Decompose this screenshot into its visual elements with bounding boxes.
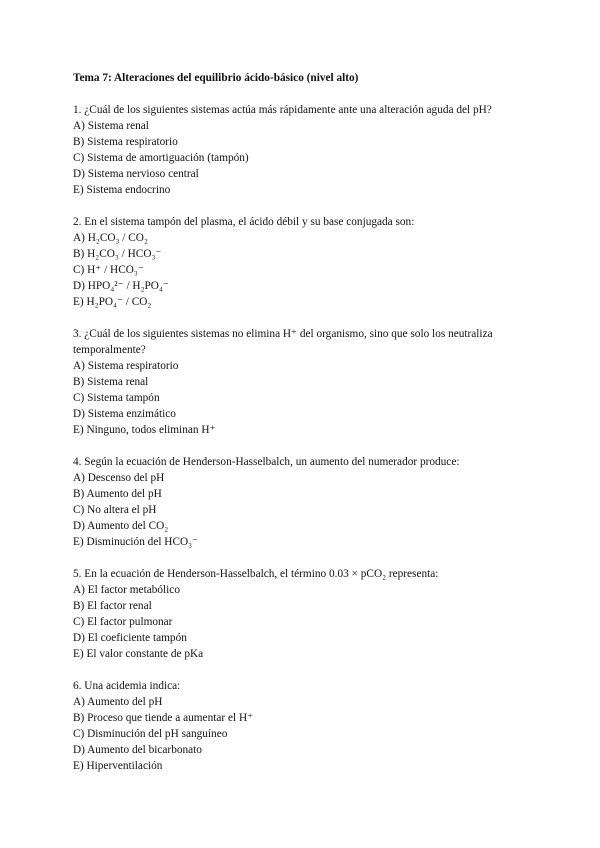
option-b: B) Sistema renal [73, 376, 149, 388]
option-e: E) El valor constante de pKa [73, 648, 204, 660]
option-a: A) H₂CO₃ / CO₂ [73, 232, 148, 244]
option-b: B) El factor renal [73, 600, 152, 612]
option-e: E) Ninguno, todos eliminan H⁺ [73, 424, 216, 436]
option-d: D) Aumento del bicarbonato [73, 744, 202, 756]
option-a: A) Descenso del pH [73, 472, 165, 484]
option-c: C) Disminución del pH sanguíneo [73, 728, 228, 740]
question-3 [73, 326, 543, 438]
option-d: D) El coeficiente tampón [73, 632, 187, 644]
question-4 [73, 454, 543, 550]
option-e: E) H₂PO₄⁻ / CO₂ [73, 296, 152, 308]
question-text: 2. En el sistema tampón del plasma, el ácido débil y su base conjugada son: [73, 216, 415, 228]
option-d: D) Sistema enzimático [73, 408, 176, 420]
option-e: E) Hiperventilación [73, 760, 163, 772]
option-c: C) Sistema tampón [73, 392, 160, 404]
option-a: A) Sistema renal [73, 120, 149, 132]
option-c: C) El factor pulmonar [73, 616, 173, 628]
option-c: C) No altera el pH [73, 504, 157, 516]
option-e: E) Sistema endocrino [73, 184, 171, 196]
option-a: A) Sistema respiratorio [73, 360, 179, 372]
question-text: 4. Según la ecuación de Henderson-Hasselbalch, un aumento del numerador produce: [73, 456, 460, 468]
option-b: B) Sistema respiratorio [73, 136, 178, 148]
question-5 [73, 566, 543, 662]
option-d: D) HPO₄²⁻ / H₂PO₄⁻ [73, 280, 169, 292]
option-b: B) H₂CO₃ / HCO₃⁻ [73, 248, 162, 260]
question-text: 1. ¿Cuál de los siguientes sistemas actúa más rápidamente ante una alteración aguda del pH? [73, 104, 492, 116]
question-text: 6. Una acidemia indica: [73, 680, 181, 692]
option-e: E) Disminución del HCO₃⁻ [73, 536, 199, 548]
option-c: C) Sistema de amortiguación (tampón) [73, 152, 249, 164]
option-b: B) Aumento del pH [73, 488, 162, 500]
option-c: C) H⁺ / HCO₃⁻ [73, 264, 144, 276]
question-text: 3. ¿Cuál de los siguientes sistemas no elimina H⁺ del organismo, sino que solo los neutraliza temporalmente? [73, 328, 493, 356]
option-b: B) Proceso que tiende a aumentar el H⁺ [73, 712, 254, 724]
option-a: A) El factor metabólico [73, 584, 180, 596]
question-text: 5. En la ecuación de Henderson-Hasselbalch, el término 0.03 × pCO₂ representa: [73, 568, 439, 580]
question-6 [73, 678, 543, 774]
option-d: D) Aumento del CO₂ [73, 520, 169, 532]
question-1 [73, 102, 543, 198]
option-d: D) Sistema nervioso central [73, 168, 199, 180]
option-a: A) Aumento del pH [73, 696, 163, 708]
page-title: Tema 7: Alteraciones del equilibrio ácido-básico (nivel alto) [73, 72, 359, 84]
question-2 [73, 214, 543, 310]
